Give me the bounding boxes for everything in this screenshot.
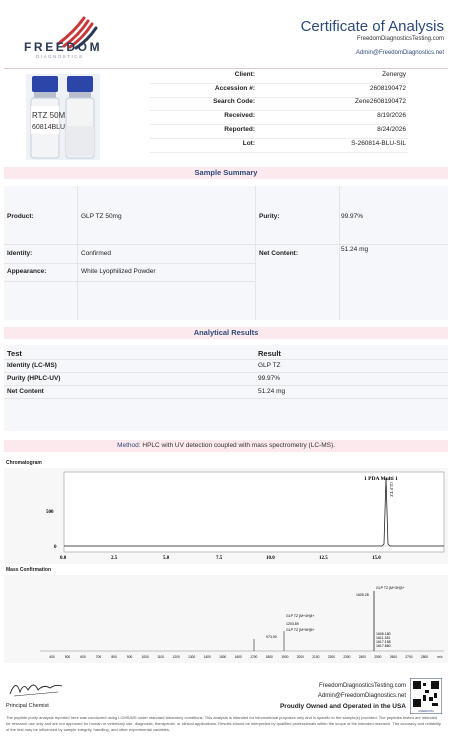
footer-website[interactable]: FreedomDiagnosticsTesting.com [318,683,406,689]
appearance-label: Appearance: [7,268,47,275]
mz-tick-label: 1600 [234,655,242,659]
brand-name: FREEDOM [24,40,103,54]
mz-tick-label: 400 [49,655,55,659]
analytical-results-header: Analytical Results [4,327,448,339]
footer-owned-statement: Proudly Owned and Operated in the USA [279,703,406,710]
identity-label: Identity: [7,250,33,257]
x-tick-label: 12.5 [319,556,328,561]
info-label: Accession #: [214,85,255,92]
x-tick-label: 2.5 [111,556,118,561]
info-row-reported [150,126,408,139]
mz-tick-label: 2200 [327,655,335,659]
peak-value: 973.90 [266,635,277,639]
info-value: Zene2608190472 [355,98,406,105]
x-tick-label: 15.0 [372,556,381,561]
table-row-test: Purity (HPLC-UV) [7,375,61,382]
info-label: Lot: [242,140,255,147]
mz-tick-label: m/z [437,655,443,659]
sample-summary-header: Sample Summary [4,167,448,179]
header-email[interactable]: Admin@FreedomDiagnostics.net [355,50,444,56]
brand-subtitle: DIAGNOSTICS [36,54,84,59]
qr-code-icon[interactable] [410,678,442,714]
info-label: Client: [234,71,255,78]
mz-tick-label: 2400 [358,655,366,659]
cluster-label: 1611.181 [376,636,391,640]
x-tick-label: 7.5 [216,556,223,561]
mz-tick-label: 500 [64,655,71,659]
mz-tick-label: 1200 [172,655,180,659]
net-content-label: Net Content: [259,250,298,257]
chromatogram-plot [4,468,448,564]
vial-label-line1: RTZ 50M [32,111,66,120]
x-tick-label: 5.0 [163,556,170,561]
chromatogram-label: Chromatogram [6,460,42,466]
identity-value: Confirmed [81,250,111,257]
info-row-received [150,112,408,125]
product-label: Product: [7,213,34,220]
mass-spectrum-plot [4,575,448,663]
purity-value: 99.97% [341,213,364,220]
purity-label: Purity: [259,213,280,220]
mz-tick-label: 600 [80,655,86,659]
signature [6,676,66,700]
mass-spectrum-panel [4,575,448,663]
peak-annotation: GLP TZ [M+5H]5+ [286,628,315,632]
y-tick-label: 0 [54,545,57,550]
info-row-accession [150,85,408,98]
col-test-header: Test [7,349,22,358]
peak-annotation: GLP TZ [M+3H]3+ [376,586,405,590]
mz-tick-label: 700 [95,655,102,659]
mz-tick-label: 1100 [157,655,165,659]
method-banner [4,440,448,452]
info-row-client [150,71,408,84]
peak-label: 1 PDA Multi 1 [364,476,398,482]
info-label: Received: [224,112,255,119]
mz-tick-label: 1300 [188,655,196,659]
mz-tick-label: 2600 [389,655,397,659]
col-result-header: Result [258,349,281,358]
table-row-result: 99.97% [258,375,281,382]
footer-email[interactable]: Admin@FreedomDiagnostics.net [317,693,406,699]
mz-tick-label: 2000 [296,655,304,659]
info-value: 8/19/2026 [377,112,406,119]
mz-tick-label: 900 [126,655,133,659]
mz-tick-label: 2500 [374,655,382,659]
product-value: GLP TZ 50mg [81,213,122,220]
mz-tick-label: 1800 [265,655,273,659]
info-label: Reported: [224,126,255,133]
method-text: HPLC with UV detection coupled with mass spectrometry (LC-MS). [142,442,335,449]
y-tick-label: 500 [46,510,54,515]
mz-tick-label: 1700 [250,655,258,659]
peak-value: 1203.89 [286,622,299,626]
appearance-value: White Lyophilized Powder [81,268,156,275]
mz-tick-label: 1400 [203,655,211,659]
info-value: 2608190472 [369,85,406,92]
qr-caption: FREEDOM [418,709,434,713]
peak-name: GLP TZ [389,482,394,497]
info-row-lot [150,140,408,153]
header-divider [4,68,448,69]
table-row-test: Identity (LC-MS) [7,362,57,369]
mass-confirmation-label: Mass Confirmation [6,567,52,573]
peak-value: 1605.28 [356,593,369,597]
mz-tick-label: 1500 [219,655,227,659]
analytical-results-table [4,345,448,431]
disclaimer-text: The peptide purity analysis reported here was conducted using LCMS/MS under standard laboratory conditions. This analysis is intended for informational purposes only and is specific to the sample(s) provided. The peptides tested are intended for research use only and are not approved for human or veterinary use, diagnostic, therapeutic, or clinical applications. Results should be interpreted by qualified professionals within the scope of the intended research. The accuracy and reliability of the test may be influenced by sample integrity, handling, and other experimental variables. [6,715,441,732]
info-value: Zenergy [382,71,406,78]
page-title: Certificate of Analysis [300,18,444,35]
x-tick-label: 10.0 [266,556,275,561]
net-content-value: 51.24 mg [341,246,369,253]
header-website[interactable]: FreedomDiagnosticsTesting.com [356,36,444,42]
info-label: Search Code: [213,98,255,105]
mz-tick-label: 1000 [141,655,149,659]
info-value: 8/24/2026 [377,126,406,133]
info-row-search-code [150,98,408,111]
vial-label-line2: 60814BLU [32,124,66,131]
cluster-label: 1606.180 [376,632,391,636]
method-label: Method: [117,442,141,449]
vial-photo [26,74,100,160]
table-row-result: 51.24 mg [258,388,286,395]
mz-tick-label: 2700 [405,655,413,659]
cluster-label: 1617.860 [376,644,391,648]
x-tick-label: 0.0 [60,556,67,561]
info-value: S-260814-BLU-SIL [351,140,406,147]
mz-tick-label: 800 [111,655,117,659]
signer-role: Principal Chemist [6,703,49,709]
table-row-test: Net Content [7,388,44,395]
sample-summary-grid [4,186,448,320]
peak-annotation: GLP TZ [M+4H]4+ [286,614,315,618]
mz-tick-label: 2800 [420,655,429,659]
mz-tick-label: 2100 [312,655,320,659]
mz-tick-label: 1900 [281,655,289,659]
chromatogram-panel [4,468,448,564]
mz-tick-label: 2300 [343,655,351,659]
cluster-label: 1617.158 [376,640,391,644]
table-row-result: GLP TZ [258,362,281,369]
